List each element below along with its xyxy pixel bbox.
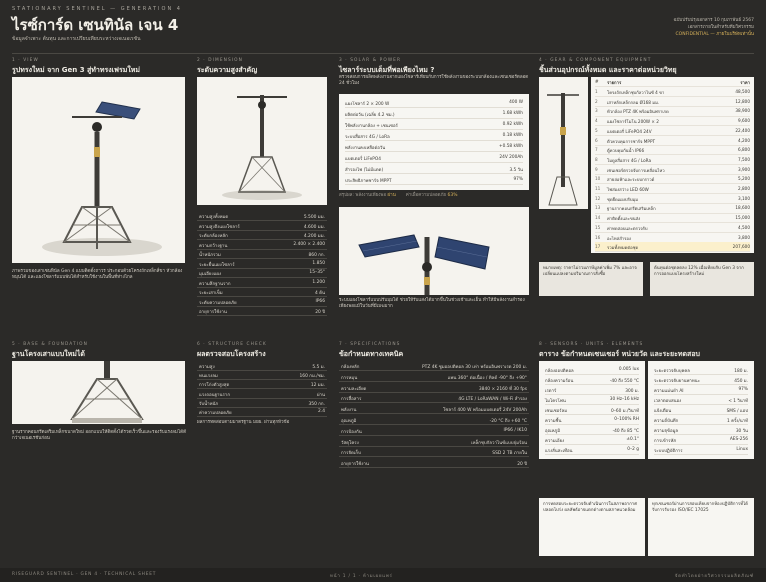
- parts-cell-n: 5: [595, 127, 598, 133]
- row-label: พลังงาน: [341, 408, 357, 414]
- solar-summary-value: ผ่าน: [387, 193, 396, 198]
- page-title: ไรซ์การ์ด เซนทินัล เจน 4: [12, 16, 179, 34]
- struct-table-row: [197, 407, 327, 417]
- section-1-caption: ภาพรวมของเสาเซนทินัล Gen 4 แบบติดตั้งถาวร ประกอบด้วยโครงถักเหล็กสี่ขา หัวกล้องหมุนได้ และแผงโซลาร์แบบพับได้สำหรับใช้งานในพื้นที่ห่างไกล: [12, 269, 183, 281]
- row-value: 4 ต้น: [314, 291, 325, 296]
- parts-cell-p: 9,600: [738, 118, 750, 124]
- spec-table: [339, 361, 529, 471]
- row-label: ความสูงทั้งหมด: [199, 215, 229, 220]
- row-label: ความสูงถึงแผงโซลาร์: [199, 224, 240, 230]
- row-value: 30 วัน: [735, 429, 748, 434]
- parts-cell-d: หัวกล้อง PTZ 4K พร้อมอินฟราเรด: [607, 109, 669, 115]
- row-value: 5.500 มม.: [303, 215, 325, 220]
- row-value: 24V 200Ah: [499, 155, 523, 160]
- sensor-left-row: [545, 445, 639, 455]
- row-label: ผลิตต่อวัน (เฉลี่ย 4.2 ชม.): [345, 113, 395, 118]
- meta-confidential: CONFIDENTIAL — ภายในบริษัทเท่านั้น: [675, 32, 754, 37]
- section-4-label: 4 · GEAR & COMPONENT EQUIPMENT: [539, 58, 652, 63]
- section-2-title: ระดับความสูงสำคัญ: [197, 66, 258, 74]
- row-label: การหมุน: [341, 375, 358, 381]
- sensor-right-row: [654, 445, 748, 455]
- parts-cell-d: สายล่อฟ้าและระบบกราวด์: [607, 177, 655, 183]
- solar-table-row: [345, 142, 523, 152]
- dim-table-row: [197, 306, 327, 316]
- row-value: 30 Hz–16 kHz: [609, 397, 639, 402]
- parts-cell-d: อะไหล่สำรอง: [607, 235, 631, 241]
- row-value: 3.5 วัน: [509, 168, 523, 173]
- section-3-caption: ระบบแผงโซลาร์แบบปรับมุมได้ ช่วยให้รับแสงได้มากขึ้นในช่วงเช้าและเย็น ทำให้มีพลังงานสำรองเพียงพอแม้ในวันที่มีเมฆมาก: [339, 298, 525, 310]
- sensor-right-row: [654, 435, 748, 445]
- row-value: 450 ม.: [734, 379, 748, 384]
- tower-illustration-main: [12, 77, 185, 263]
- solar-table-row: [345, 131, 523, 141]
- parts-cell-d: ตู้ควบคุมกันน้ำ IP66: [607, 148, 645, 154]
- sensor-note-1-text: การทดสอบระยะตรวจจับดำเนินการในสภาพอากาศปลอดโปร่ง ผลลัพธ์อาจแตกต่างตามสภาพแวดล้อม: [543, 502, 637, 513]
- section-6-title: ผลตรวจสอบโครงสร้าง: [197, 350, 266, 358]
- parts-table: [591, 77, 754, 253]
- row-label: ประสิทธิภาพชาร์จ MPPT: [345, 179, 392, 184]
- row-value: +0.58 kWh: [499, 144, 523, 149]
- section-8-title: ตาราง ข้อกำหนดเซนเซอร์ หน่วยวัด และระยะทดสอบ: [539, 350, 700, 358]
- parts-cell-n: 15: [595, 224, 601, 230]
- row-value: SSD 2 TB ภายใน: [492, 451, 527, 457]
- sensor-left-row: [545, 375, 639, 385]
- row-value: 0.005 lux: [618, 367, 639, 372]
- row-label: ความกว้างฐาน: [199, 243, 228, 249]
- row-value: ±0.1°: [626, 437, 639, 442]
- row-label: ระบบปฏิบัติการ: [654, 449, 683, 454]
- parts-cell-n: 17: [595, 244, 601, 250]
- parts-header-n: #: [595, 79, 599, 85]
- row-label: การเข้ารหัส: [654, 439, 676, 444]
- parts-cell-n: 4: [595, 118, 598, 124]
- row-value: 1.200: [312, 279, 325, 285]
- row-label: ค่าความปลอดภัย: [199, 411, 232, 416]
- row-value: -20 °C ถึง +60 °C: [489, 419, 527, 424]
- row-value: 20 ปี: [517, 462, 527, 468]
- sensor-left-row: [545, 385, 639, 395]
- solar-summary: [339, 193, 529, 199]
- row-value: IP66: [315, 298, 325, 304]
- row-label: ระดับกล้องหลัก: [199, 234, 228, 239]
- tower-illustration-parts: [539, 77, 588, 209]
- row-label: น้ำหนักรวม: [199, 253, 221, 258]
- page-subtitle: ข้อมูลจำเพาะ ต้นทุน และการเปรียบเทียบระหว่างเจเนอเรชัน: [12, 36, 141, 42]
- sensor-right-row: [654, 405, 748, 415]
- solar-summary-label: สรุปผล: พลังงานเพียงพอ: [339, 193, 387, 198]
- solar-summary-item: [406, 193, 458, 198]
- row-value: 300 ม.: [625, 389, 639, 394]
- dim-table-row: [197, 259, 327, 269]
- sensor-note-1: [539, 498, 645, 556]
- row-value: 400 W: [509, 100, 523, 105]
- meta-date: ฉบับปรับปรุงเอกสาร 10 กุมภาพันธ์ 2567: [673, 18, 754, 23]
- meta-note: เอกสารภายในสำหรับทีมวิศวกรรม: [688, 25, 754, 30]
- solar-table-row: [345, 164, 523, 174]
- row-label: ความเอียง: [545, 439, 565, 444]
- row-label: เซนเซอร์ลม: [545, 409, 568, 414]
- sensor-left-row: [545, 395, 639, 405]
- row-value: 860 กก.: [308, 253, 325, 258]
- solar-panel-svg: [339, 207, 529, 295]
- spec-table-row: [339, 361, 529, 371]
- parts-header-d: รายการ: [607, 80, 622, 86]
- footer: [0, 568, 766, 582]
- sensor-right-row: [654, 395, 748, 405]
- parts-cell-n: 13: [595, 205, 601, 211]
- row-label: อายุการใช้งาน: [199, 310, 227, 315]
- row-value: 0.92 kWh: [502, 122, 523, 127]
- parts-cell-d: ฐานรากคอนกรีตเสริมเหล็ก: [607, 206, 656, 212]
- parts-cell-p: 6,800: [738, 147, 750, 153]
- row-label: ระยะตรวจจับบุคคล: [654, 369, 690, 374]
- parts-cell-n: 9: [595, 166, 598, 172]
- section-4-title: ชิ้นส่วนอุปกรณ์ทั้งหมด และราคาต่อหน่วยวิทยุ: [539, 66, 677, 74]
- row-label: กล้องหลัก: [341, 365, 360, 370]
- dim-table-row: [197, 268, 327, 278]
- structure-table: [197, 361, 327, 417]
- row-value: 1.68 kWh: [502, 111, 523, 116]
- sensor-left-row: [545, 435, 639, 445]
- row-label: ใช้พลังงานกล้อง + เซนเซอร์: [345, 124, 398, 129]
- row-value: Linux: [736, 447, 748, 452]
- solar-table-row: [345, 153, 523, 163]
- row-value: 0–100% RH: [614, 417, 639, 422]
- row-label: ความแม่นยำ AI: [654, 389, 684, 394]
- sensor-note-2: [648, 498, 754, 556]
- dim-table-row: [197, 240, 327, 250]
- row-value: 160 กม./ชม.: [299, 374, 325, 380]
- row-label: การป้องกัน: [341, 429, 362, 435]
- dim-table-row: [197, 249, 327, 259]
- row-label: แรงสั่นสะเทือน: [545, 449, 573, 454]
- parts-cell-p: 15,000: [735, 215, 750, 221]
- row-value: 15–35°: [309, 270, 325, 275]
- section-5-caption: ฐานรากคอนกรีตเสริมเหล็กขนาดใหม่ ออกแบบให้ติดตั้งได้รวดเร็วขึ้นและรองรับแรงลมได้ดีกว่าเจเนอเรชันก่อน: [12, 430, 186, 442]
- row-label: สำรองไฟ (ไม่มีแดด): [345, 168, 384, 173]
- row-label: ความจุข้อมูล: [654, 429, 679, 434]
- row-value: 97%: [513, 177, 523, 182]
- parts-cell-n: 12: [595, 195, 601, 201]
- row-value: ผ่าน: [316, 392, 325, 398]
- row-value: 5.5 ม.: [312, 365, 325, 370]
- parts-cell-p: 207,600: [732, 244, 750, 250]
- row-value: 0–60 ม./วินาที: [611, 409, 639, 414]
- parts-cell-p: 3,800: [738, 234, 750, 240]
- row-label: อุณหภูมิ: [545, 429, 561, 434]
- row-label: เวลาตอบสนอง: [654, 399, 682, 404]
- row-value: PTZ 4K ซูมออปติคอล 30 เท่า พร้อมอินฟราเรด 200 ม.: [421, 365, 527, 370]
- parts-cell-p: 18,600: [735, 205, 750, 211]
- parts-cell-n: 3: [595, 108, 598, 114]
- row-label: ระดับความปลอดภัย: [199, 300, 237, 306]
- solar-summary-value: 63%: [447, 193, 458, 198]
- row-label: การสื่อสาร: [341, 397, 362, 403]
- parts-cell-p: 22,400: [735, 127, 750, 133]
- row-value: 4G LTE / LoRaWAN / Wi-Fi สำรอง: [458, 397, 527, 403]
- sensor-right-row: [654, 365, 748, 375]
- row-label: มุมเอียงแผง: [199, 272, 222, 277]
- row-value: 2.4: [318, 409, 325, 414]
- header: [0, 0, 766, 54]
- row-value: 0.18 kWh: [502, 133, 523, 138]
- row-label: ความละเอียด: [341, 386, 367, 392]
- parts-cell-n: 2: [595, 98, 598, 104]
- dim-table-row: [197, 230, 327, 240]
- parts-cell-p: 4,200: [738, 137, 750, 143]
- row-value: 2.400 × 2.400: [293, 241, 325, 247]
- section-1-label: 1 · VIEW: [12, 58, 39, 63]
- spec-table-row: [339, 393, 529, 403]
- parts-note-1-text: หมายเหตุ: ราคาไม่รวมภาษีมูลค่าเพิ่ม 7% และอาจเปลี่ยนแปลงตามปริมาณการสั่งซื้อ: [543, 266, 637, 277]
- solar-summary-item: [339, 193, 396, 198]
- parts-cell-d: แบตเตอรี่ LiFePO4 24V: [607, 128, 652, 134]
- row-label: การโก่งตัวสูงสุด: [199, 383, 230, 389]
- row-label: ความสูง: [199, 365, 215, 370]
- row-label: แผงโซลาร์ 2 × 200 W: [345, 102, 390, 107]
- footer-left: RISEGUARD SENTINEL · GEN 4 · TECHNICAL SHEET: [12, 572, 157, 577]
- parts-cell-d: เสาหลักเหล็กกลม Ø168 มม.: [607, 99, 660, 105]
- base-illustration: [12, 361, 185, 424]
- solar-table-row: [345, 98, 523, 108]
- row-label: แจ้งเตือน: [654, 409, 672, 414]
- row-label: กล้องออปติคอล: [545, 369, 574, 374]
- row-value: 97%: [738, 387, 748, 392]
- row-value: IP66 / IK10: [503, 427, 527, 433]
- row-value: เหล็กชุบกัลวาไนซ์แบบจุ่มร้อน: [471, 440, 527, 446]
- row-value: < 1 วินาที: [728, 399, 748, 404]
- sensor-right-row: [654, 425, 748, 435]
- section-7-title: ข้อกำหนดทางเทคนิค: [339, 350, 404, 358]
- parts-header-p: ราคา: [740, 80, 750, 86]
- section-6-label: 6 · STRUCTURE CHECK: [197, 342, 267, 347]
- section-5-label: 5 · BASE & FOUNDATION: [12, 342, 88, 347]
- row-label: ไมโครโฟน: [545, 399, 566, 404]
- sensor-table-left: [539, 361, 645, 459]
- row-label: รับน้ำหนัก: [199, 401, 219, 407]
- row-value: SMS / แอป: [726, 409, 748, 414]
- parts-cell-d: ไฟส่องสว่าง LED 60W: [607, 187, 649, 193]
- footer-right: จัดทำโดยฝ่ายวิศวกรรมผลิตภัณฑ์: [674, 574, 754, 579]
- parts-cell-p: 38,900: [735, 108, 750, 114]
- parts-cell-d: ชุดยึดแผงปรับมุม: [607, 196, 639, 202]
- row-value: 4.600 มม.: [303, 224, 325, 230]
- row-value: 1 ครั้ง/นาที: [726, 419, 748, 424]
- dim-table-row: [197, 221, 327, 231]
- parts-note-2-text: ต้นทุนต่อชุดลดลง 12% เมื่อเทียบกับ Gen 3 จากการออกแบบโครงสร้างใหม่: [654, 266, 744, 277]
- row-label: ระบบสื่อสาร 4G / LoRa: [345, 135, 390, 140]
- parts-cell-d: รวมทั้งหมดต่อชุด: [607, 245, 639, 251]
- sensor-left-row: [545, 415, 639, 425]
- row-label: อุณหภูมิ: [341, 419, 357, 424]
- row-value: 0–2 g: [627, 447, 639, 452]
- sensor-right-row: [654, 375, 748, 385]
- parts-cell-p: 4,500: [738, 224, 750, 230]
- parts-cell-p: 2,800: [738, 186, 750, 192]
- section-6-note: ผลการทดสอบตามมาตรฐาน มยผ. ผ่านทุกหัวข้อ: [197, 420, 290, 425]
- header-divider: [12, 53, 754, 54]
- spec-table-row: [339, 458, 529, 468]
- row-label: ความถี่บันทึก: [654, 419, 679, 424]
- dim-table-row: [197, 297, 327, 307]
- parts-cell-p: 12,800: [735, 98, 750, 104]
- solar-table-row: [345, 120, 523, 130]
- parts-cell-n: 10: [595, 176, 601, 182]
- row-label: ความลึกฐานราก: [199, 281, 231, 287]
- spec-table-row: [339, 447, 529, 457]
- spec-table-row: [339, 437, 529, 447]
- dim-table-row: [197, 287, 327, 297]
- parts-cell-n: 7: [595, 147, 598, 153]
- section-1-title: รูปทรงใหม่ จาก Gen 3 สู่ทำทรงเฟรมใหม่: [12, 66, 140, 74]
- row-label: แบตเตอรี่ LiFePO4: [345, 157, 381, 162]
- footer-center: หน้า 1 / 1 · ห้ามเผยแพร่: [330, 574, 393, 579]
- row-label: พลังงานคงเหลือต่อวัน: [345, 146, 386, 151]
- sensor-right-row: [654, 415, 748, 425]
- row-label: แรงถอนฐานราก: [199, 392, 231, 398]
- row-label: ระยะยื่นแผงโซลาร์: [199, 262, 235, 268]
- row-value: 20 ปี: [315, 310, 325, 315]
- section-3-title: ไซลาร์ระบบเต็มที่พอเพียงไหม ?: [339, 66, 435, 74]
- parts-cell-d: โครงถักเหล็กชุบกัลวาไนซ์ 4 ขา: [607, 90, 665, 96]
- sensor-left-row: [545, 425, 639, 435]
- spec-table-row: [339, 415, 529, 425]
- row-value: 1.850: [312, 260, 325, 266]
- row-value: -40 ถึง 550 °C: [609, 379, 639, 384]
- solar-illustration: [339, 207, 529, 295]
- dimension-table: [197, 211, 327, 319]
- parts-cell-p: 3,900: [738, 166, 750, 172]
- parts-cell-n: 6: [595, 137, 598, 143]
- parts-note-2: [650, 262, 754, 296]
- sensor-right-row: [654, 385, 748, 395]
- parts-row: [595, 242, 750, 252]
- sensor-note-2-text: ทุกเซนเซอร์ผ่านการสอบเทียบจากห้องปฏิบัติการที่ได้รับการรับรอง ISO/IEC 17025: [652, 502, 748, 513]
- parts-cell-n: 16: [595, 234, 601, 240]
- row-value: 4.200 มม.: [303, 234, 325, 239]
- row-value: AES-256: [729, 437, 748, 442]
- parts-cell-n: 14: [595, 215, 601, 221]
- solar-table: [339, 94, 529, 190]
- spec-table-row: [339, 404, 529, 414]
- row-label: อายุการใช้งาน: [341, 462, 369, 468]
- solar-summary-label: ค่าเผื่อความปลอดภัย: [405, 193, 447, 198]
- dim-table-row: [197, 278, 327, 288]
- header-meta: [674, 17, 754, 38]
- parts-cell-d: ค่าทดสอบและตรวจรับ: [607, 225, 648, 231]
- tower-illustration-dimension: [197, 77, 327, 205]
- row-value: 3840 × 2160 ที่ 30 fps: [478, 386, 527, 392]
- parts-cell-p: 5,200: [738, 176, 750, 182]
- row-value: -40 ถึง 85 °C: [612, 429, 639, 434]
- row-value: โซลาร์ 400 W พร้อมแบตเตอรี่ 24V 200Ah: [443, 408, 527, 414]
- row-label: วัสดุโครง: [341, 440, 359, 446]
- spec-table-row: [339, 383, 529, 393]
- section-3-label: 3 · SOLAR & POWER: [339, 58, 402, 63]
- parts-cell-n: 11: [595, 186, 601, 192]
- section-8-label: 8 · SENSORS · UNITS · ELEMENTS: [539, 342, 644, 347]
- row-label: การจัดเก็บ: [341, 451, 361, 457]
- parts-cell-d: เซนเซอร์ตรวจจับการเคลื่อนไหว: [607, 167, 665, 173]
- parts-cell-d: ค่าติดตั้งและขนส่ง: [607, 216, 641, 222]
- spec-table-row: [339, 426, 529, 436]
- section-3-intro: ตรวจสอบการผลิตพลังงานจากแผงโซลาร์เทียบกับการใช้พลังงานของระบบกล้องและเซนเซอร์ตลอด 24 ชั่วโมง: [339, 75, 529, 87]
- parts-cell-d: โมดูลสื่อสาร 4G / LoRa: [607, 157, 652, 163]
- eyebrow: STATIONARY SENTINEL — GENERATION 4: [12, 6, 182, 12]
- sensor-left-row: [545, 365, 639, 375]
- row-label: ความชื้น: [545, 419, 562, 424]
- parts-cell-p: 7,500: [738, 156, 750, 162]
- parts-cell-d: แผงโซลาร์โมโน 200W × 2: [607, 119, 659, 125]
- sensor-table-right: [648, 361, 754, 459]
- dim-table-row: [197, 211, 327, 221]
- section-7-label: 7 · SPECIFICATIONS: [339, 342, 401, 347]
- row-label: ระยะตรวจจับยานพาหนะ: [654, 379, 700, 384]
- tower-main-svg: [12, 77, 185, 263]
- section-2-label: 2 · DIMENSION: [197, 58, 243, 63]
- row-label: เรดาร์: [545, 389, 557, 394]
- parts-cell-n: 1: [595, 89, 598, 95]
- parts-cell-p: 3,100: [738, 195, 750, 201]
- base-svg: [12, 361, 185, 424]
- parts-note-1: [539, 262, 643, 296]
- row-value: 180 ม.: [734, 369, 748, 374]
- parts-cell-n: 8: [595, 156, 598, 162]
- row-label: กล้องความร้อน: [545, 379, 574, 384]
- parts-cell-p: 48,500: [735, 89, 750, 95]
- section-5-title: ฐานโครงเสาแบบใหม่ได้: [12, 350, 85, 358]
- solar-table-row: [345, 109, 523, 119]
- row-label: ทนแรงลม: [199, 374, 218, 380]
- row-value: 350 กก.: [308, 401, 325, 407]
- sensor-left-row: [545, 405, 639, 415]
- row-label: ระยะเสาเข็ม: [199, 291, 223, 296]
- spec-table-row: [339, 372, 529, 382]
- row-value: แพน 360° ต่อเนื่อง / ทิลต์ -90° ถึง +90°: [447, 375, 527, 381]
- tower-parts-svg: [539, 77, 588, 209]
- parts-cell-d: ตัวควบคุมการชาร์จ MPPT: [607, 138, 656, 144]
- solar-table-row: [345, 175, 523, 185]
- row-value: 12 มม.: [310, 383, 325, 389]
- tower-dimension-svg: [197, 77, 327, 205]
